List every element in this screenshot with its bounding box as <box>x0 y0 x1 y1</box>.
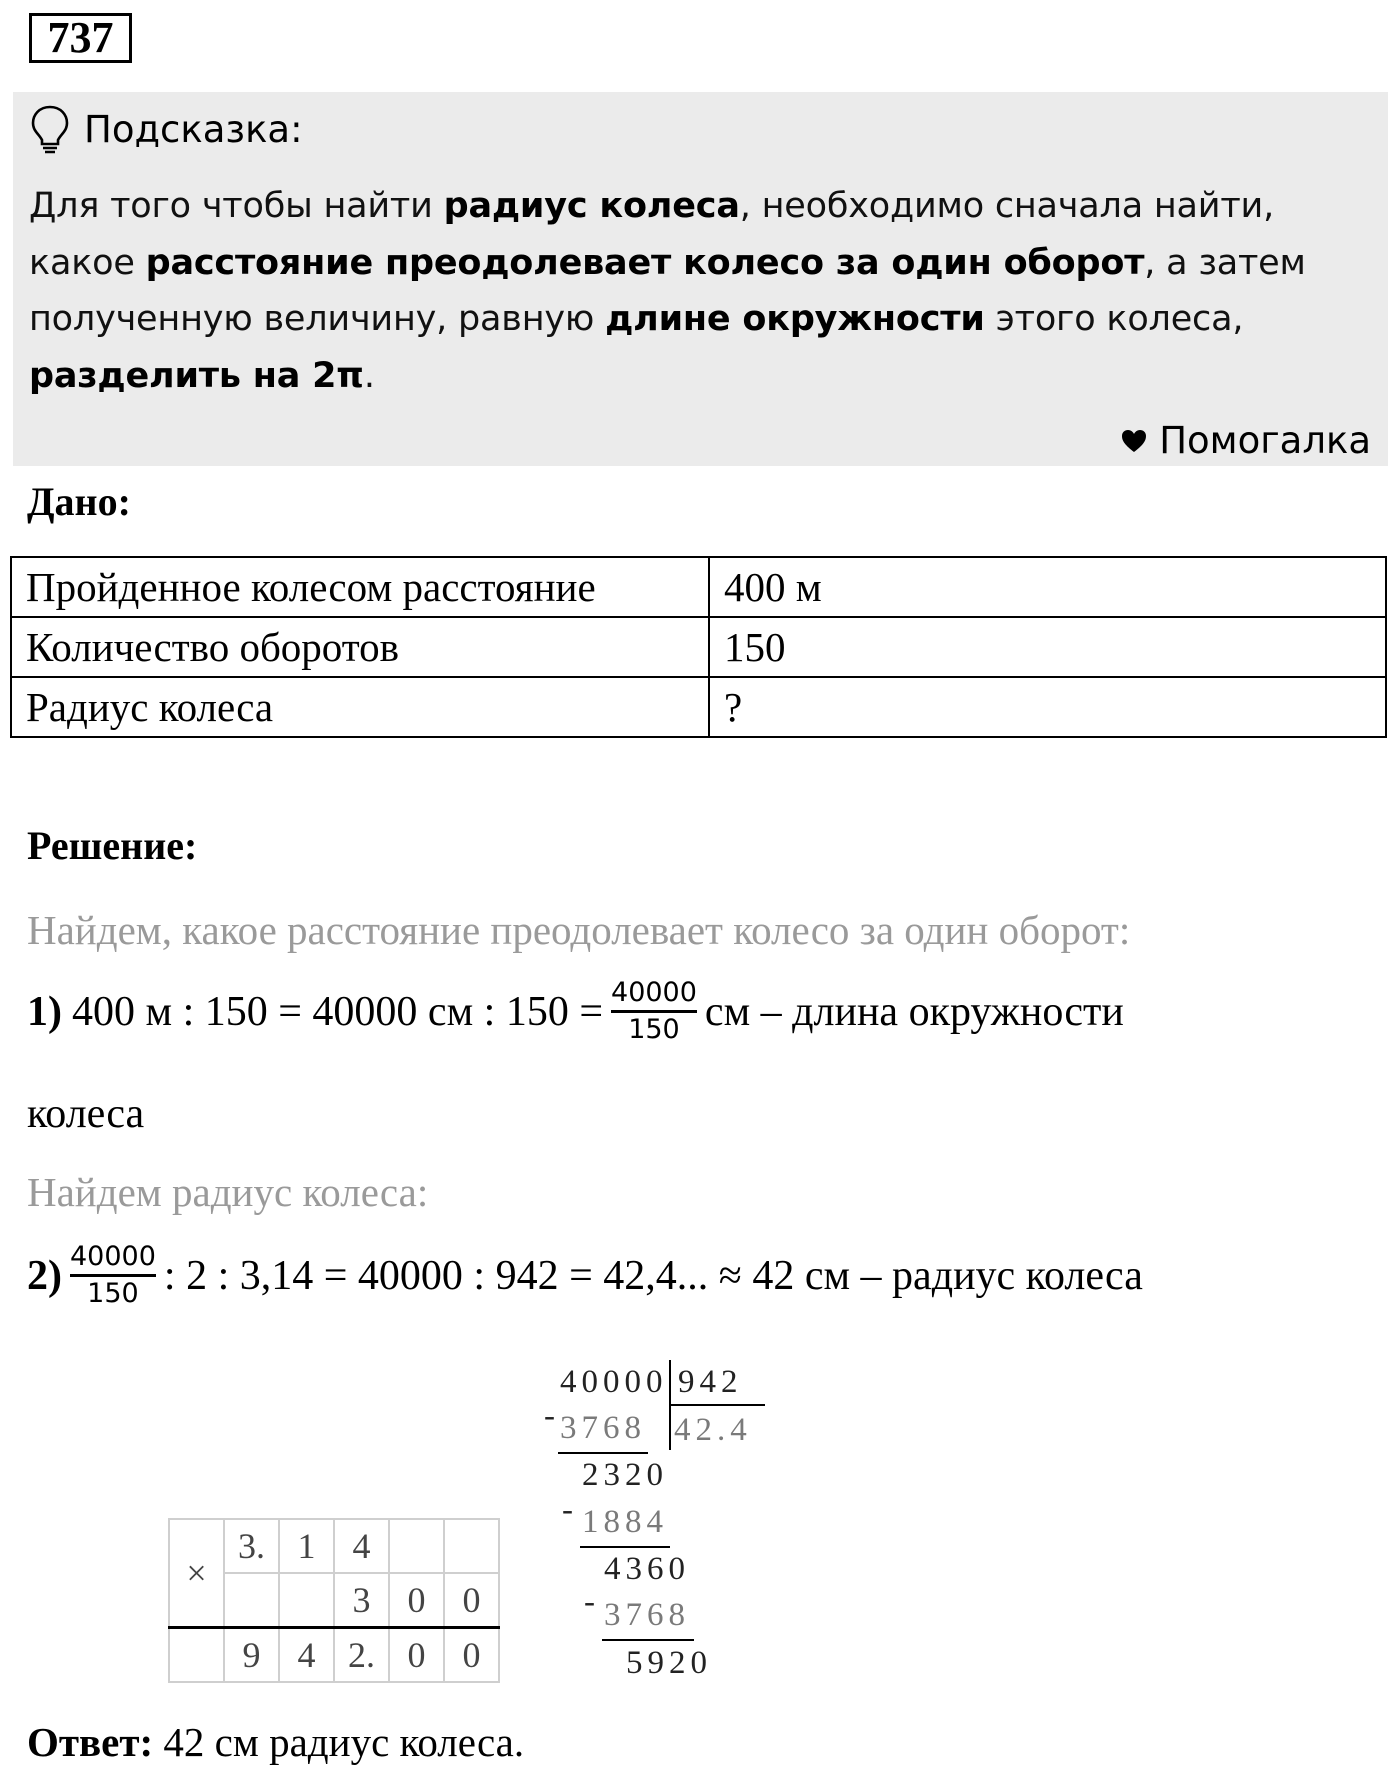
hint-title-text: Подсказка: <box>84 107 303 151</box>
grid-cell <box>279 1573 334 1628</box>
solution-heading: Решение: <box>27 823 198 868</box>
given-label: Количество оборотов <box>11 617 709 677</box>
step1-tail: см – длина окружности <box>704 988 1124 1035</box>
step2-number: 2) <box>27 1252 62 1299</box>
hint-part-bold: радиус колеса <box>443 186 740 226</box>
hint-part: . <box>363 355 375 396</box>
given-value: 400 м <box>709 557 1386 617</box>
given-heading: Дано: <box>27 479 131 524</box>
brand-link[interactable] <box>1121 419 1371 462</box>
grid-cell: 0 <box>389 1573 444 1628</box>
hint-box <box>13 92 1388 466</box>
grid-cell: 4 <box>279 1628 334 1683</box>
table-row <box>169 1519 499 1573</box>
divisor: 942 <box>678 1364 743 1400</box>
grid-cell: 3. <box>224 1519 279 1573</box>
hint-title <box>30 102 303 156</box>
heart-icon <box>1121 429 1147 453</box>
subtrahend: 3768 <box>560 1410 646 1446</box>
grid-cell <box>224 1573 279 1628</box>
remainder: 2320 <box>582 1457 668 1493</box>
given-value: ? <box>709 677 1386 737</box>
step1-line <box>27 976 1124 1047</box>
hint-part: , а затем полученную величину, равную <box>29 242 1306 339</box>
step2-fraction <box>70 1240 156 1311</box>
given-label: Пройденное колесом расстояние <box>11 557 709 617</box>
hint-part-bold: длине окружности <box>605 299 985 339</box>
fraction-denominator: 150 <box>628 1014 680 1045</box>
fraction-denominator: 150 <box>87 1278 139 1309</box>
hint-part: Для того чтобы найти <box>29 186 444 226</box>
brand-name: Помогалка <box>1159 419 1371 462</box>
step1-fraction <box>611 976 697 1047</box>
task-number: 737 <box>29 13 132 63</box>
table-row <box>11 557 1386 617</box>
step1-continuation: колеса <box>27 1091 145 1137</box>
answer-text: 42 см радиус колеса. <box>153 1719 525 1765</box>
step2-expr: : 2 : 3,14 = 40000 : 942 = 42,4... ≈ 42 см – радиус колеса <box>163 1252 1143 1299</box>
grid-cell: 0 <box>389 1628 444 1683</box>
fraction-numerator: 40000 <box>611 977 697 1008</box>
grid-cell: 3 <box>334 1573 389 1628</box>
subtrahend: 1884 <box>582 1504 668 1540</box>
step1-note: Найдем, какое расстояние преодолевает колесо за один оборот: <box>27 907 1131 953</box>
remainder: 4360 <box>604 1551 690 1587</box>
minus-sign: - <box>584 1584 600 1620</box>
subtraction-line <box>602 1639 694 1641</box>
hint-text <box>29 178 1369 404</box>
remainder: 5920 <box>626 1645 712 1681</box>
given-table <box>10 556 1387 738</box>
multiply-sign: × <box>169 1519 224 1628</box>
subtraction-line <box>580 1546 670 1548</box>
hint-part: этого колеса, <box>984 299 1244 339</box>
table-row <box>169 1628 499 1683</box>
grid-cell <box>169 1628 224 1683</box>
given-value: 150 <box>709 617 1386 677</box>
answer-label: Ответ: <box>27 1719 154 1765</box>
grid-cell: 9 <box>224 1628 279 1683</box>
quotient: 42.4 <box>674 1412 752 1448</box>
subtraction-line <box>558 1452 648 1454</box>
grid-cell: 2. <box>334 1628 389 1683</box>
grid-cell <box>444 1519 499 1573</box>
answer <box>27 1718 524 1766</box>
given-label: Радиус колеса <box>11 677 709 737</box>
subtrahend: 3768 <box>604 1597 690 1633</box>
grid-cell: 0 <box>444 1628 499 1683</box>
minus-sign: - <box>562 1492 578 1528</box>
grid-cell: 4 <box>334 1519 389 1573</box>
table-row <box>11 617 1386 677</box>
grid-cell: 0 <box>444 1573 499 1628</box>
lightbulb-icon <box>30 104 70 154</box>
grid-cell: 1 <box>279 1519 334 1573</box>
hint-part-bold: разделить на 2π <box>29 355 364 396</box>
fraction-numerator: 40000 <box>70 1241 156 1272</box>
table-row <box>11 677 1386 737</box>
division-bracket-horizontal <box>669 1404 765 1406</box>
hint-part-bold: расстояние преодолевает колесо за один оборот <box>145 242 1145 283</box>
multiplication-grid <box>168 1518 500 1683</box>
dividend: 40000 <box>560 1364 668 1400</box>
step2-note: Найдем радиус колеса: <box>27 1169 429 1215</box>
step1-expr: 400 м : 150 = 40000 см : 150 = <box>72 988 604 1035</box>
hint-part: , необходимо сначала найти, какое <box>29 186 1275 283</box>
step2-line <box>27 1240 1143 1311</box>
grid-cell <box>389 1519 444 1573</box>
minus-sign: - <box>544 1398 560 1434</box>
step1-number: 1) <box>27 988 62 1035</box>
